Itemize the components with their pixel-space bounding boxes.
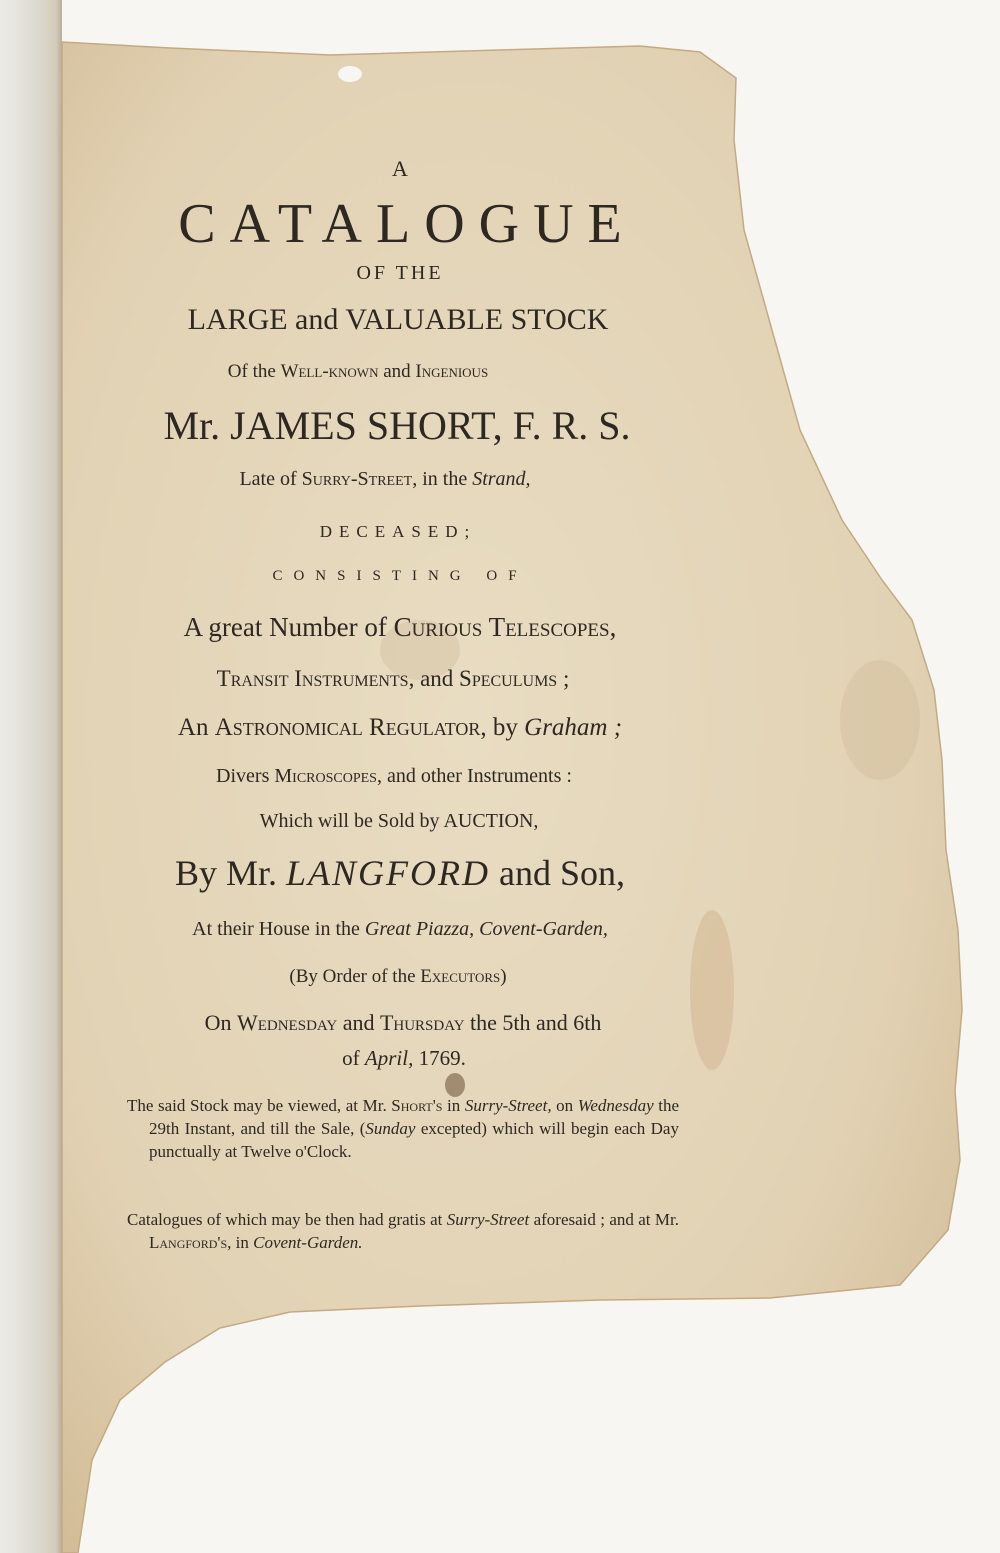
- date-line-2: [0, 1046, 808, 1071]
- late-of-line: [0, 468, 770, 491]
- text: Wednesday: [577, 1096, 654, 1115]
- text: , in: [227, 1233, 254, 1252]
- text: Executors: [420, 966, 501, 987]
- text: Microscopes,: [274, 765, 382, 787]
- text: (By Order of the: [289, 966, 421, 987]
- text: , in the: [412, 468, 473, 490]
- text: 1769.: [413, 1046, 466, 1070]
- text: On: [204, 1010, 237, 1035]
- text: Surry-Street: [446, 1210, 530, 1229]
- text: Well-known: [280, 361, 379, 382]
- text: in: [442, 1096, 465, 1115]
- text: and Son,: [490, 853, 626, 893]
- text: Langford's: [149, 1233, 228, 1252]
- text: Astronomical Regulator,: [214, 714, 487, 741]
- text: April,: [364, 1046, 414, 1070]
- item-regulator: [0, 714, 800, 742]
- hole: [338, 66, 362, 82]
- text: ): [500, 966, 507, 987]
- item-transit: [0, 666, 786, 692]
- text: Graham ;: [524, 714, 623, 741]
- text: and: [414, 666, 460, 691]
- stock-heading: LARGE and VALUABLE STOCK: [187, 303, 609, 336]
- text: Strand,: [472, 468, 531, 490]
- text: and: [337, 1010, 380, 1035]
- text: Of the: [227, 361, 281, 382]
- text: aforesaid ; and at Mr.: [529, 1210, 679, 1229]
- text: Curious Telescopes,: [393, 612, 617, 642]
- text: the 29th Instant, and till the Sale, (: [149, 1096, 679, 1138]
- date-line: [0, 1010, 806, 1036]
- text: Late of: [239, 468, 302, 490]
- of-the: OF THE: [356, 262, 444, 284]
- text: Covent-Garden.: [253, 1233, 363, 1252]
- text: and other Instruments :: [381, 765, 572, 787]
- text: Wednesday: [236, 1010, 338, 1035]
- catalogues-notice: [127, 1208, 679, 1254]
- text: the 5th and 6th: [464, 1010, 602, 1035]
- text: Thursday: [379, 1010, 465, 1035]
- text: The said Stock may be viewed, at Mr.: [127, 1096, 392, 1115]
- text: By Mr.: [174, 853, 287, 893]
- text: Ingenious: [415, 361, 489, 382]
- text: A great Number of: [183, 612, 394, 642]
- sold-by-auction: Which will be Sold by AUCTION,: [259, 810, 539, 832]
- text: and: [378, 361, 416, 382]
- text: on: [551, 1096, 578, 1115]
- text: [127, 1208, 679, 1254]
- text: An: [177, 714, 215, 741]
- text: At their House in the: [192, 918, 365, 940]
- main-title: CATALOGUE: [178, 193, 636, 255]
- text: [127, 1094, 679, 1163]
- text: Surry-Street,: [464, 1096, 552, 1115]
- owner-name: Mr. JAMES SHORT, F. R. S.: [163, 403, 631, 448]
- auctioneer-line: [0, 852, 800, 894]
- deceased: DECEASED;: [319, 522, 477, 541]
- item-microscopes: [0, 765, 788, 788]
- auction-house-line: [0, 918, 800, 941]
- text: Speculums ;: [459, 666, 570, 691]
- text: Surry-Street: [301, 468, 413, 490]
- text: Great Piazza, Covent-Garden,: [364, 918, 608, 940]
- foxing: [840, 660, 920, 780]
- viewing-notice: [127, 1094, 679, 1163]
- item-telescopes: [0, 612, 800, 643]
- text: Divers: [216, 765, 275, 787]
- text: Short's: [391, 1096, 443, 1115]
- text: Sunday: [365, 1119, 416, 1138]
- text: excepted) which will begin each Day punctually at Twelve o'Clock.: [149, 1119, 679, 1161]
- by-order-line: [0, 966, 796, 988]
- text: LANGFORD: [286, 853, 491, 893]
- text: of: [342, 1046, 365, 1070]
- article-a: A: [392, 156, 408, 181]
- text: Transit Instruments,: [216, 666, 415, 691]
- text: Catalogues of which may be then had gratis at: [127, 1210, 447, 1229]
- well-known-line: [0, 361, 716, 383]
- text: by: [486, 714, 525, 741]
- consisting-of: CONSISTING OF: [272, 568, 528, 584]
